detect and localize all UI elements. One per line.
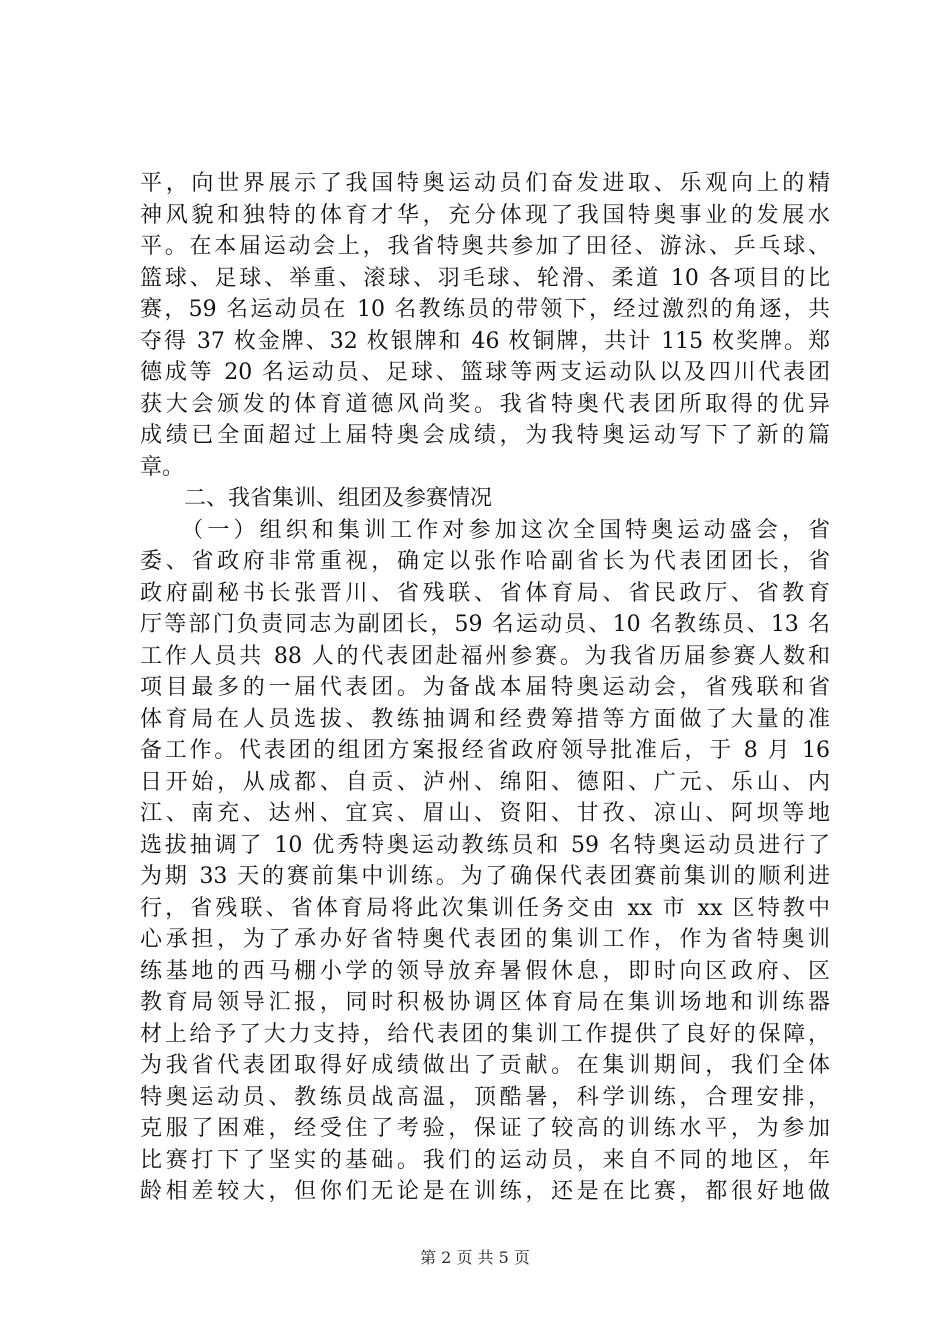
text-line: 篮球、足球、举重、滚球、羽毛球、轮滑、柔道 10 各项目的比: [140, 265, 830, 291]
text-line: 工作人员共 88 人的代表团赴福州参赛。为我省历届参赛人数和: [140, 643, 830, 669]
text-line: 为我省代表团取得好成绩做出了贡献。在集训期间，我们全体: [140, 1053, 830, 1078]
text-line: 项目最多的一届代表团。为备战本届特奥运动会，省残联和省: [140, 675, 830, 700]
text-line: 神风貌和独特的体育才华，充分体现了我国特奥事业的发展水: [140, 202, 830, 228]
text-line: 材上给予了大力支持，给代表团的集训工作提供了良好的保障，: [140, 1021, 830, 1047]
text-line: 为期 33 天的赛前集中训练。为了确保代表团赛前集训的顺利进: [140, 864, 830, 889]
text-line: 体育局在人员选拔、教练抽调和经费筹措等方面做了大量的准: [140, 706, 830, 732]
body-text: [140, 168, 830, 1208]
text-line: 厅等部门负责同志为副团长，59 名运动员、10 名教练员、13 名: [140, 612, 830, 637]
text-line: 心承担，为了承办好省特奥代表团的集训工作，作为省特奥训: [140, 927, 830, 952]
text-line: 克服了困难，经受住了考验，保证了较高的训练水平，为参加: [140, 1116, 830, 1141]
text-line: 章。: [140, 454, 185, 480]
text-line: 练基地的西马棚小学的领导放弃暑假休息，即时向区政府、区: [140, 958, 830, 984]
text-line: 江、南充、达州、宜宾、眉山、资阳、甘孜、凉山、阿坝等地: [140, 801, 830, 826]
text-line: 成绩已全面超过上届特奥会成绩，为我特奥运动写下了新的篇: [140, 423, 830, 448]
text-line: （一）组织和集训工作对参加这次全国特奥运动盛会，省: [140, 517, 830, 543]
text-line: 行，省残联、省体育局将此次集训任务交由 xx 市 xx 区特教中: [140, 895, 830, 921]
text-line: 日开始，从成都、自贡、泸州、绵阳、德阳、广元、乐山、内: [140, 769, 830, 795]
text-line: 选拔抽调了 10 优秀特奥运动教练员和 59 名特奥运动员进行了: [140, 832, 830, 858]
text-line: 政府副秘书长张晋川、省残联、省体育局、省民政厅、省教育: [140, 580, 830, 606]
text-line: 委、省政府非常重视，确定以张作哈副省长为代表团团长，省: [140, 549, 830, 574]
text-line: 获大会颁发的体育道德风尚奖。我省特奥代表团所取得的优异: [140, 391, 830, 417]
page-footer: 第 2 页 共 5 页: [420, 1248, 530, 1267]
text-line: 备工作。代表团的组团方案报经省政府领导批准后，于 8 月 16: [140, 738, 830, 763]
text-line: 二、我省集训、组团及参赛情况: [140, 486, 493, 511]
text-line: 龄相差较大，但你们无论是在训练，还是在比赛，都很好地做: [140, 1179, 830, 1204]
text-line: 平。在本届运动会上，我省特奥共参加了田径、游泳、乒乓球、: [140, 234, 830, 259]
text-line: 德成等 20 名运动员、足球、篮球等两支运动队以及四川代表团: [140, 360, 830, 385]
text-line: 特奥运动员、教练员战高温，顶酷暑，科学训练，合理安排，: [140, 1084, 830, 1110]
text-line: 赛，59 名运动员在 10 名教练员的带领下，经过激烈的角逐，共: [140, 297, 830, 322]
text-line: 比赛打下了坚实的基础。我们的运动员，来自不同的地区，年: [140, 1147, 830, 1173]
text-line: 平，向世界展示了我国特奥运动员们奋发进取、乐观向上的精: [140, 171, 830, 196]
text-line: 夺得 37 枚金牌、32 枚银牌和 46 枚铜牌，共计 115 枚奖牌。郑: [140, 328, 830, 354]
text-line: 教育局领导汇报，同时积极协调区体育局在集训场地和训练器: [140, 990, 830, 1015]
